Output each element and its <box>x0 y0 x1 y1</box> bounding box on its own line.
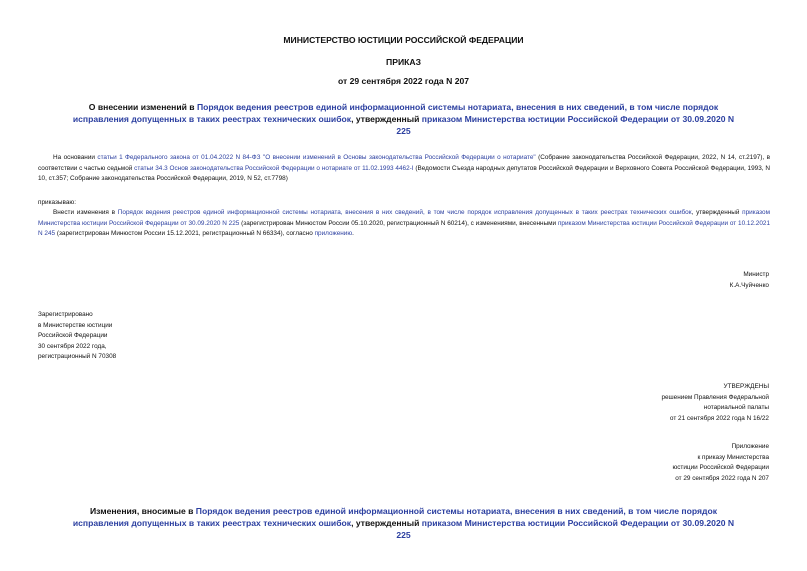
registration-line: в Министерстве юстиции <box>38 321 113 329</box>
registration-line: Зарегистрировано <box>38 311 93 318</box>
registration-line: регистрационный N 70308 <box>38 353 117 360</box>
signature-block <box>730 270 769 291</box>
bottom-title-link-procedure[interactable]: Порядок ведения реестров единой информационной системы нотариата, внесения в них сведений, в том числе порядок исправления допущенных в таких реестрах технических ошибок <box>72 506 717 528</box>
appendix-line: к приказу Министерства <box>697 453 769 461</box>
appendix-line: юстиции Российской Федерации <box>672 464 769 471</box>
order-text-1: Внести изменения в <box>53 209 118 216</box>
basis-paragraph <box>38 153 770 185</box>
title-link-procedure[interactable]: Порядок ведения реестров единой информационной системы нотариата, внесения в них сведений, в том числе порядок исправления допущенных в таких реестрах технических ошибок <box>72 102 719 124</box>
order-word: приказываю: <box>38 199 76 206</box>
appendix-line: от 29 сентября 2022 года N 207 <box>675 474 769 482</box>
registration-block <box>38 310 116 363</box>
signature-position: Министр <box>743 271 769 278</box>
order-paragraph <box>38 208 770 240</box>
order-text-2: , утвержденный <box>691 209 743 216</box>
basis-link-article-34-3[interactable]: статьи 34.3 Основ законодательства Российской Федерации о нотариате от 11.02.1993 4462-I <box>134 164 414 172</box>
title-link-order-225[interactable]: приказом Министерства юстиции Российской Федерации от 30.09.2020 N 225 <box>396 114 735 136</box>
appendix-line: Приложение <box>731 443 769 450</box>
appendix-block <box>672 442 769 484</box>
bottom-title-link-order-225[interactable]: приказом Министерства юстиции Российской Федерации от 30.09.2020 N 225 <box>396 518 735 540</box>
approved-line: УТВЕРЖДЕНЫ <box>723 383 769 390</box>
basis-link-law-84[interactable]: статьи 1 Федерального закона от 01.04.2022 N 84-ФЗ "О внесении изменений в Основы законодательства Российской Федерации о нотариате" <box>97 154 536 161</box>
basis-text-2: (Собрание законодательства Российской Федерации, 2022, N 14, ст.2197), в соответствии с частью седьмой <box>38 154 771 172</box>
appendix-title <box>70 505 737 541</box>
order-link-procedure[interactable]: Порядок ведения реестров единой информационной системы нотариата, внесения в них сведений, в том числе порядок исправления допущенных в таких реестрах технических ошибок <box>117 209 692 216</box>
order-link-order-225[interactable]: приказом Министерства юстиции Российской Федерации от 30.09.2020 N 225 <box>38 209 770 227</box>
basis-text-1: На основании <box>53 154 98 161</box>
order-link-appendix[interactable]: приложению <box>314 230 353 237</box>
bottom-title-prefix: Изменения, вносимые в <box>89 506 196 516</box>
approved-line: решением Правления Федеральной <box>661 393 769 401</box>
document-title <box>70 101 737 137</box>
approved-line: от 21 сентября 2022 года N 16/22 <box>669 414 769 422</box>
doc-date-number: от 29 сентября 2022 года N 207 <box>337 76 470 86</box>
doc-type-heading: ПРИКАЗ <box>386 57 421 67</box>
order-text-5: . <box>352 230 354 237</box>
signature-name: К.А.Чуйченко <box>729 281 769 289</box>
order-text-4: (зарегистрирован Минюстом России 15.12.2021, регистрационный N 66334), согласно <box>55 230 315 237</box>
registration-line: 30 сентября 2022 года, <box>38 342 107 350</box>
bottom-title-middle: , утвержденный <box>351 518 422 528</box>
registration-line: Российской Федерации <box>38 332 108 339</box>
ministry-heading: МИНИСТЕРСТВО ЮСТИЦИИ РОССИЙСКОЙ ФЕДЕРАЦИИ <box>283 35 524 45</box>
title-prefix: О внесении изменений в <box>88 102 197 112</box>
basis-text-3: (Ведомости Съезда народных депутатов Российской Федерации и Верховного Совета Российской Федерации, 1993, N 10, ст.357; Собрание законодательства Российской Федерации, 2019, N 52, ст.7798) <box>38 164 770 182</box>
order-link-order-245[interactable]: приказом Министерства юстиции Российской Федерации от 10.12.2021 N 245 <box>38 219 771 237</box>
title-middle: , утвержденный <box>351 114 422 124</box>
approved-block <box>661 382 769 424</box>
order-text-3: (зарегистрирован Минюстом России 05.10.2020, регистрационный N 60214), с изменениями, внесенными <box>239 219 558 227</box>
approved-line: нотариальной палаты <box>703 404 769 411</box>
